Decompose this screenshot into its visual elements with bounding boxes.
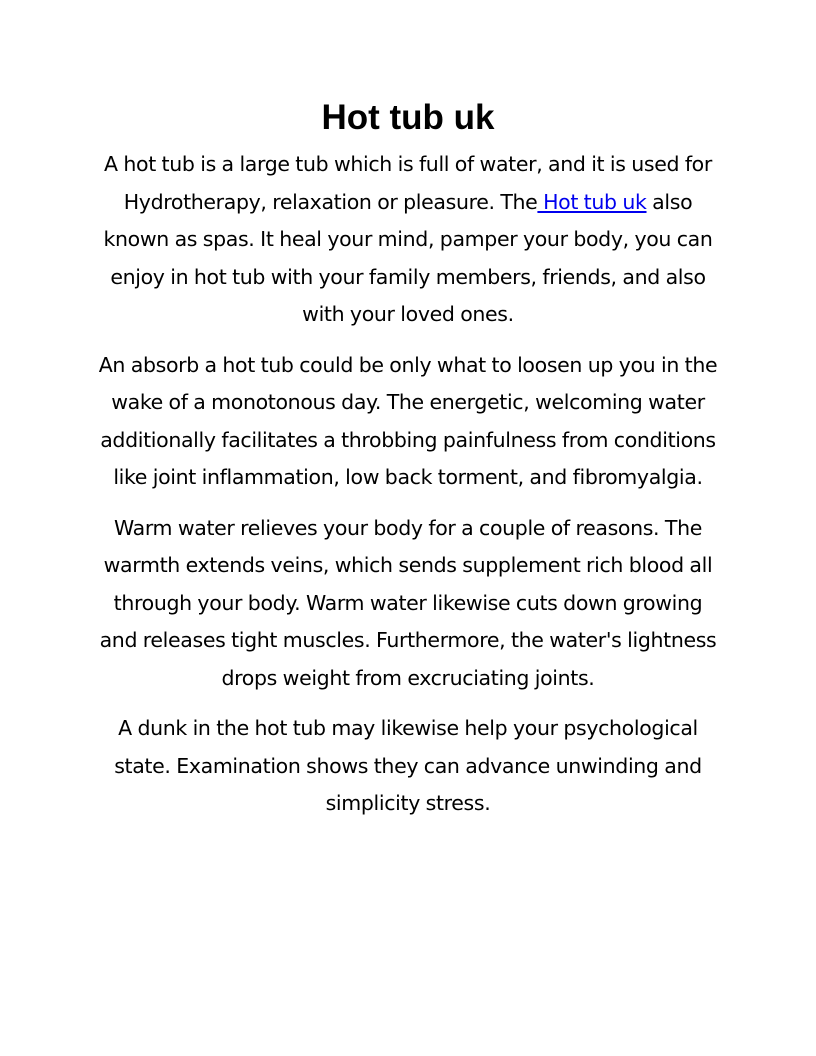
paragraph-psychological: A dunk in the hot tub may likewise help your psychological state. Examination shows they can advance unwinding and simplicity stress. — [114, 716, 702, 815]
hot-tub-uk-link[interactable]: Hot tub uk — [537, 189, 647, 214]
paragraph-intro-text-after-link: also known as spas. It heal your mind, pamper your body, you can enjoy in hot tub with your family members, friends, and also with your loved ones. — [103, 189, 713, 326]
paragraph-benefits: An absorb a hot tub could be only what to loosen up you in the wake of a monotonous day. The energetic, welcoming water additionally facilitates a throbbing painfulness from conditions like joint inflammation, low back torment, and fibromyalgia. — [98, 352, 718, 489]
paragraph-intro — [96, 146, 720, 334]
paragraph-warm-water: Warm water relieves your body for a couple of reasons. The warmth extends veins, which sends supplement rich blood all through your body. Warm water likewise cuts down growing and releases tight muscles. Furthermore, the water's lightness drops weight from excruciating joints. — [99, 515, 717, 690]
document-page — [96, 92, 720, 836]
document-title: Hot tub uk — [321, 98, 495, 137]
paragraph-intro-text-before-link: A hot tub is a large tub which is full of water, and it is used for Hydrotherapy, relaxation or pleasure. The — [104, 152, 712, 214]
